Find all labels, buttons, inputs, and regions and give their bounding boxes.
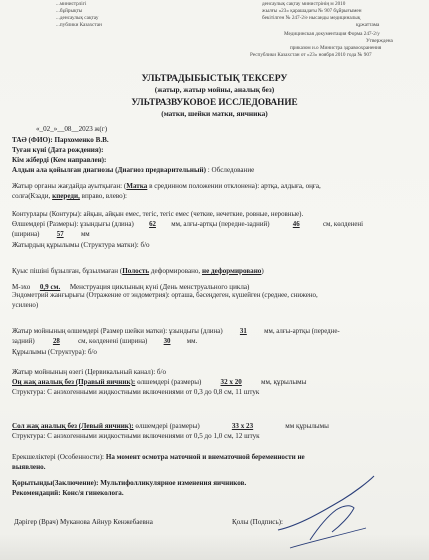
features-text: На момент осмотра маточной и внематочной беременности не [105,453,305,461]
endometrium-line-2: усилено) [12,302,39,309]
header-right-line-3: бекітілген № 247-2/е нысанды медициналық [262,15,361,21]
uterus-size-line-2 [12,231,90,239]
diagnosis-label: Алдын ала қойылған диагнозы (Диагноз предварительный) [12,166,206,174]
header-right-line-2: жылғы «23» қарашадағы № 907 бұйрығымен [262,8,362,14]
cervix-size-label: Жатыр мойнының өлшемдері (Размер шейки матки): ұзындығы (длина) [12,328,223,335]
m-echo-value: 0,9 см. [39,283,61,291]
left-ovary-row [12,422,329,430]
features-label: Ерекшеліктері (Особенности): [12,453,106,461]
features-row [12,453,305,461]
right-ovary-size-label: өлшемдері (размеры) [135,378,202,386]
header-left-line-1: ...министрлігі [56,1,87,7]
right-ovary-row [12,378,306,386]
patient-name: Пархоменко В.В. [54,136,109,144]
page-shadow [0,534,429,560]
m-echo-label: М-эхо [12,283,31,291]
cervix-size-line-2 [12,338,197,346]
conclusion-row [12,479,246,487]
uterus-position-text: Жатыр органы жағдайда ауытқыған: ( [12,182,127,190]
patient-referred-label: Кім жіберді (Кем направлен): [12,156,107,164]
cavity-text-a: Қуыс пішіні бұзылған, бұзылмаған ( [12,267,123,275]
uterus-position-line2-a: солға(Кзади, [12,192,53,200]
cervix-size-line-1 [12,328,340,336]
recommendation-label: Рекомендаций: [12,489,63,497]
uterus-size-line-1 [12,221,363,229]
exam-date: «_02_»__08__2023 ж(г) [36,125,108,133]
uterus-position-line-2 [12,192,127,200]
patient-name-label: ТАӘ (ФИО): [12,136,53,144]
header-right-line-8: Республики Казахстан от «23» ноября 2010 года № 907 [250,52,372,58]
patient-birth-label: Туған күні (Дата рождения): [12,146,104,154]
conclusion-text: Мультифолликулярное изменения яичников. [100,479,247,487]
uterus-width-label: см, көлденені [322,221,363,228]
header-right-line-6: Утверждена [366,38,393,44]
cervix-width-unit: мм. [186,338,198,345]
left-ovary-size-unit: мм құрылымы [285,422,329,430]
uterus-position-line-1 [12,182,321,190]
right-ovary-label: Оң жақ аналық без (Правый яичник): [12,378,136,386]
signature-label: Қолы (Подпись): [232,518,284,526]
cavity-value: Полость [122,267,150,275]
uterus-position-value: Матка [126,182,148,190]
subtitle-ru: (матки, шейки матки, яичника) [161,109,268,118]
diagnosis-value: : Обследование [207,166,255,174]
uterus-position-rest: в срединном положении отклонена): артқа, алдыға, оңға, [147,182,321,190]
subtitle-kz: (жатыр, жатыр мойны, аналық без) [154,85,275,94]
title-ru: УЛЬТРАЗВУКОВОЕ ИССЛЕДОВАНИЕ [131,97,298,107]
endometrium-line-1: Эндометрий жанғырығы (Отражение от эндометрия): орташа, бәсеңдеген, күшейген (среднее, снижено, [12,292,318,299]
left-ovary-size-label: өлшемдері (размеры) [133,422,200,430]
m-echo-row [12,283,249,291]
header-right-line-7: приказом и.о Министра здравоохранения [290,45,382,51]
cervix-structure: Құрылымы (Структура): б/о [12,348,97,356]
menstrual-cycle-label: Менструация циклының күні (День менструального цикла) [68,283,250,291]
header-left-line-4: ...публики Казахстан [56,22,102,28]
cervix-ap-value: 28 [52,338,60,345]
header-right-line-1: денсаулық сақтау министрінің м 2010 [262,1,346,7]
recommendation-row [12,489,124,497]
uterus-contours: Контурлары (Контуры): айқын, айқын емес, тегіс, тегіс емес (четкие, нечеткие, ровные, неровные). [12,211,304,218]
cervix-width-value: 30 [163,338,171,345]
cavity-not-deformed: не деформировано [201,267,262,275]
uterus-width-value: 57 [56,231,64,238]
left-ovary-structure: Структура: С анэхогенными жидкостными включениями от 0,5 до 1,0 см, 12 штук [12,432,260,440]
doctor-row [14,518,153,526]
uterus-ap-label: мм, алғы-артқы (передне-задний) [171,221,270,228]
header-left-line-2: ...бұйрықты [56,8,83,14]
cavity-text-c: ) [261,267,264,275]
uterus-position-line2-c: вправо, влево): [79,192,128,200]
doctor-label: Дәрігер (Врач) [14,518,59,526]
right-ovary-structure: Структура: С анэхогенными жидкостными включениями от 0,3 до 0,8 см, 11 штук [12,388,260,396]
header-right-line-5: Медицинская документация Форма 247-2/у [284,31,380,37]
uterus-size-label: Өлшемдері (Размеры): ұзындығы (длина) [12,221,134,228]
uterus-structure: Жатырдың құрылымы (Структура матки): б/о [12,241,150,249]
cervix-length-value: 31 [239,328,247,335]
doctor-name: Муканова Айнур Кенжебаевна [60,518,153,526]
uterus-position-anteverted: кпереди, [52,192,80,200]
uterus-width-unit: мм [80,231,90,238]
left-ovary-label: Сол жақ аналық без (Левый яичник): [12,422,134,430]
cervix-ap-prefix: задний) [12,338,35,345]
header-left-line-3: ...денсаулық сақтау [56,15,99,21]
features-text-continued: выявлено. [12,463,46,471]
patient-name-row [12,136,109,144]
left-ovary-size-value: 33 х 23 [231,422,254,430]
uterus-cavity [12,267,264,275]
conclusion-label: Қорытынды(Заключение): [12,479,101,487]
title-kz: УЛЬТРАДЫБЫСТЫҚ ТЕКСЕРУ [141,73,288,84]
cervical-canal: Жатыр мойнының өзегі (Цервикальный канал): б/о [12,368,167,376]
right-ovary-size-unit: мм, құрылымы [260,378,307,386]
uterus-width-prefix: (ширина) [12,231,40,238]
uterus-ap-value: 46 [292,221,300,228]
cervix-ap-label: мм, алғы-артқы (передне- [264,328,340,335]
cavity-text-b: деформировано, [149,267,202,275]
right-ovary-size-value: 32 х 20 [220,378,242,386]
header-right-line-4: құжаттама [356,22,380,28]
cervix-width-label: см, көлденені (ширина) [78,338,148,345]
patient-diagnosis-row [12,166,254,174]
uterus-length-value: 62 [149,221,156,228]
recommendation-text: Конс/я гинеколога. [62,489,124,497]
